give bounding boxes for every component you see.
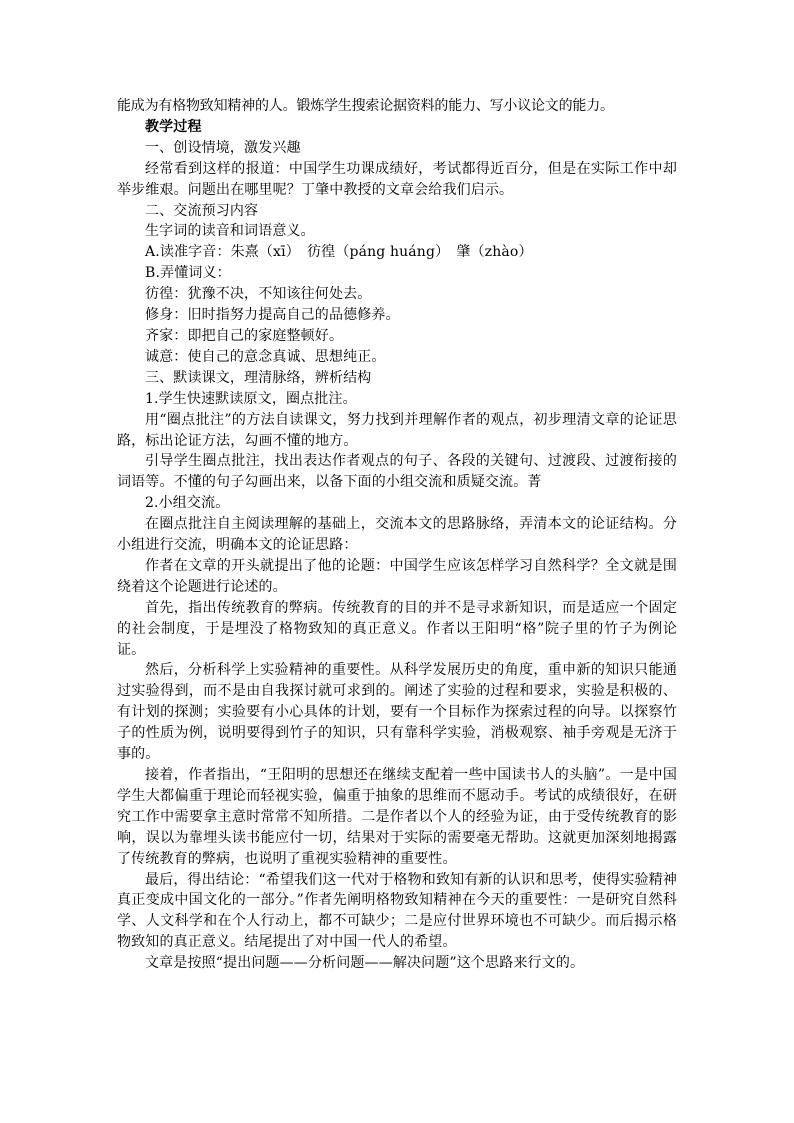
- vocab-item: 诚意：使自己的意念真诚、思想纯正。: [145, 348, 386, 365]
- step-2-intro: 生字词的读音和词语意义。: [145, 223, 315, 240]
- step-3-paragraph: 在圈点批注自主阅读理解的基础上，交流本文的思路脉络，弄清本文的论证结构。分小组进行交流，明确本文的论证思路：: [117, 516, 677, 554]
- step-3-paragraph: 引导学生圈点批注，找出表达作者观点的句子、各段的关键句、过渡段、过渡衔接的词语等。不懂的句子勾画出来，以备下面的小组交流和质疑交流。菁: [117, 453, 677, 491]
- vocab-item: 修身：旧时指努力提高自己的品德修养。: [145, 307, 400, 324]
- step-3-subtitle-1: 1.学生快速默读原文，圈点批注。: [145, 390, 357, 407]
- vocabulary-heading: B.弄懂词义：: [145, 265, 231, 282]
- analysis-paragraph: 首先，指出传统教育的弊病。传统教育的目的并不是寻求新知识，而是适应一个固定的社会制度，于是埋没了格物致知的真正意义。作者以王阳明“格”院子里的竹子为例论证。: [117, 599, 677, 658]
- document-page: [117, 96, 677, 974]
- analysis-paragraph: 最后，得出结论：“希望我们这一代对于格物和致知有新的认识和思考，使得实验精神真正变成中国文化的一部分。”作者先阐明格物致知精神在今天的重要性：一是研究自然科学、人文科学和在个人行动上，都不可缺少；二是应付世界环境也不可缺少。而后揭示格物致知的真正意义。结尾提出了对中国一代人的希望。: [117, 871, 677, 951]
- section-heading: 教学过程: [145, 118, 202, 135]
- step-2-title: 二、交流预习内容: [145, 202, 259, 219]
- step-3-paragraph: 用“圈点批注”的方法自读课文，努力找到并理解作者的观点，初步理清文章的论证思路，标出论证方法，勾画不懂的地方。: [117, 411, 677, 449]
- vocab-item: 齐家：即把自己的家庭整顿好。: [145, 327, 344, 344]
- analysis-paragraph: 然后，分析科学上实验精神的重要性。从科学发展历史的角度，重申新的知识只能通过实验得到，而不是由自我探讨就可求到的。阐述了实验的过程和要求，实验是积极的、有计划的探测；实验要有小心具体的计划，要有一个目标作为探索过程的向导。以探察竹子的性质为例，说明要得到竹子的知识，只有靠科学实验，消极观察、袖手旁观是无济于事的。: [117, 662, 677, 763]
- step-1-title: 一、创设情境，激发兴趣: [145, 139, 301, 156]
- analysis-paragraph: 作者在文章的开头就提出了他的论题：中国学生应该怎样学习自然科学？全文就是围绕着这个论题进行论述的。: [117, 557, 677, 595]
- step-3-title: 三、默读课文，理清脉络，辨析结构: [145, 369, 372, 386]
- vocab-item: 彷徨：犹豫不决，不知该往何处去。: [145, 286, 372, 303]
- pronunciation-line: A.读准字音：朱熹（xī） 彷徨（páng huáng） 肇（zhào）: [145, 244, 533, 261]
- step-3-subtitle-2: 2.小组交流。: [145, 495, 230, 512]
- analysis-paragraph: 接着，作者指出，“王阳明的思想还在继续支配着一些中国读书人的头脑”。一是中国学生大都偏重于理论而轻视实验，偏重于抽象的思维而不愿动手。考试的成绩很好，在研究工作中需要拿主意时常常不知所措。二是作者以个人的经验为证，由于受传统教育的影响，误以为靠埋头读书能应付一切，结果对于实际的需要毫无帮助。这就更加深刻地揭露了传统教育的弊病，也说明了重视实验精神的重要性。: [117, 767, 677, 867]
- analysis-paragraph: 文章是按照“提出问题——分析问题——解决问题”这个思路来行文的。: [145, 955, 585, 972]
- step-1-text: 经常看到这样的报道：中国学生功课成绩好，考试都得近百分，但是在实际工作中却举步维艰。问题出在哪里呢？丁肇中教授的文章会给我们启示。: [117, 160, 677, 198]
- objective-continuation: 能成为有格物致知精神的人。锻炼学生搜索论据资料的能力、写小议论文的能力。: [117, 98, 614, 114]
